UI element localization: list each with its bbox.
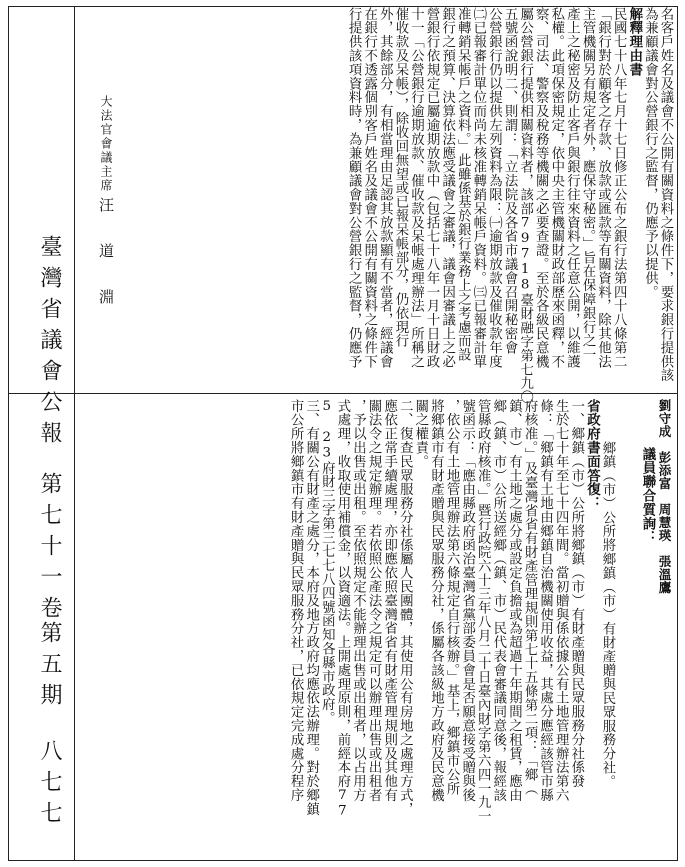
- text-column: 在銀行不透露個別客戶姓名及議會不公開有關資料之條件下: [361, 7, 377, 369]
- text-column: 關之權責。: [412, 399, 428, 469]
- text-column: 5 23府財三字第三七七八四號函知各縣市政府。: [319, 399, 335, 726]
- text-column: 催收款及呆帳），除收回無望或已報呆帳部分，仍依現行: [392, 7, 408, 348]
- text-column: 鎮、市）有土地之處分或設定負擔或為超過十年期間之租賃，應由: [506, 399, 522, 803]
- text-column: 五號函說明二、則謂：「立法院及各省市議會召開秘密會: [502, 7, 518, 355]
- text-column: 府核准。」及臺灣省省有財產管理規則第七十五條第二項：「鄉（: [522, 399, 538, 796]
- signature-title: 大法官會議主席: [99, 95, 113, 193]
- text-column: 為兼顧議會對公營銀行之監督，仍應予以提供。: [642, 7, 658, 299]
- lower-left-text: [75, 399, 615, 854]
- text-column: 鄉（鎮、市）公所送經鄉（鎮、市）民代表會審議同意後，報經該: [490, 399, 506, 803]
- reply-heading: 省政府書面答復：: [584, 399, 601, 511]
- text-column: 公營銀行仍以提供左列資料為限：㈠逾期放款及催收款年度: [486, 7, 502, 369]
- text-column: 二、復查民眾服務分社係屬人民團體，其使用公有房地之處理方式，: [397, 399, 413, 816]
- inquiry-subject: 鄉鎮（市）公所將鄉鎮（市）有財產贈與民眾服務分社。: [600, 441, 615, 789]
- text-column: 條：「鄉鎮有土地由鄉鎮自治機關使用收益，其處分應經該管市縣: [537, 399, 553, 803]
- text-column: 屬公營銀行提供相關資料者，該部79718臺財融字第七九〇: [517, 7, 533, 405]
- text-column: 式處理，收取使用補償金，以資適法。上開處理原則，前經本府77: [334, 399, 350, 820]
- text-column: ，依公有土地管理辦法第六條規定自行核辦。」基上，鄉鎮市公所: [444, 399, 460, 796]
- text-column: 三、有關公有財產之處分，本府及地方政府均應依法辦理。對於鄉鎮: [303, 399, 319, 816]
- horizontal-divider: [9, 393, 677, 394]
- text-column: 私權。此項保密規定，依中央主管機關財政部歷來函釋，不: [548, 7, 564, 369]
- text-column: 號函示：「應由縣政府函治臺灣省黨部委員會是否願意接受贈與後: [459, 399, 475, 803]
- text-column: 關法令之規定辦理。若依照公產法令之規定可以辦理出售或出租者: [366, 399, 382, 803]
- inquirer-list: 劉守成 彭添富 周慧瑛 張溫鷹: [657, 399, 672, 594]
- text-column: 銀行之預算、決算依法應受議會之審議，議會因審議上之必: [439, 7, 455, 369]
- issue-number: 第五期: [37, 621, 62, 714]
- text-column: 產上之秘密及防止客戶與銀行往來資料之任意公開，以維護: [564, 7, 580, 369]
- text-column: 將鄉鎮市有財產贈與民眾服務分社，係屬各該級地方政府及民意機: [428, 399, 444, 803]
- text-column: 市公所將鄉鎮市有財產贈與民眾服務分社，已依規定完成處分程序: [288, 399, 304, 803]
- text-column: 准轉銷呆帳戶之資料。」此雖係基於銀行業務上之考慮而設: [455, 7, 471, 362]
- text-column: 「銀行對於顧客之存款、放款或匯款等有關資料，除其他法: [595, 7, 611, 369]
- text-column: 外，其餘部分，有相當理由足認其放款顯有不當者，經議會: [377, 7, 393, 369]
- text-column: 主管機關另有規定者外，應保守秘密。」旨在保障銀行之一: [580, 7, 596, 362]
- text-column: ㈡已報審計單位而尚未核准轉銷呆帳戶資料。㈢已報審計單: [470, 7, 486, 369]
- section-heading: 解釋理由書: [626, 7, 643, 77]
- signature-name: 汪 道 淵: [97, 197, 115, 312]
- inquiry-label: 議員聯合質詢：: [640, 447, 656, 545]
- upper-right-text: [118, 7, 673, 405]
- text-column: 應依正常手續處理，亦即應依照臺灣省省有財產管理規則及其他有: [381, 399, 397, 803]
- text-column: 名客戶姓名及議會不公開有關資料之條件下，要求銀行提供該: [658, 7, 673, 383]
- publication-title: 臺灣省議會公報: [37, 235, 62, 452]
- text-column: 管縣政府核准。」暨行政院六十三年八月二十日臺內財字第六四一九一: [475, 399, 491, 824]
- text-column: 民國七十八年七月十七日修正公布之銀行法第四十八條第二: [611, 7, 627, 369]
- page-frame: [8, 6, 678, 861]
- volume-number: 第七十一卷: [37, 472, 62, 627]
- page-number: 八七七: [37, 739, 62, 832]
- text-column: 營銀行依規定已屬逾期放款中（包括七十八年一月十日財政: [424, 7, 440, 369]
- text-column: ，予以出售或出租。至依照規定不能辦理出售或出租者，以占用方: [350, 399, 366, 803]
- text-column: 生於七十年至七十四年間。當初贈與係依據公有土地管理辦法第六: [553, 399, 569, 803]
- text-column: 十一「公營銀行逾期放款、催收款及呆帳處理辦法」所稱之: [408, 7, 424, 369]
- text-column: 一、鄉鎮（市）公所將鄉鎮（市）有財產贈與民眾服務分社係發: [568, 399, 584, 789]
- text-column: 察、司法、警察及稅務等機關之必要查證。至於各級民意機: [533, 7, 549, 369]
- text-column: 行提供該項資料時，為兼顧議會對公營銀行之監督，仍應予: [346, 7, 362, 369]
